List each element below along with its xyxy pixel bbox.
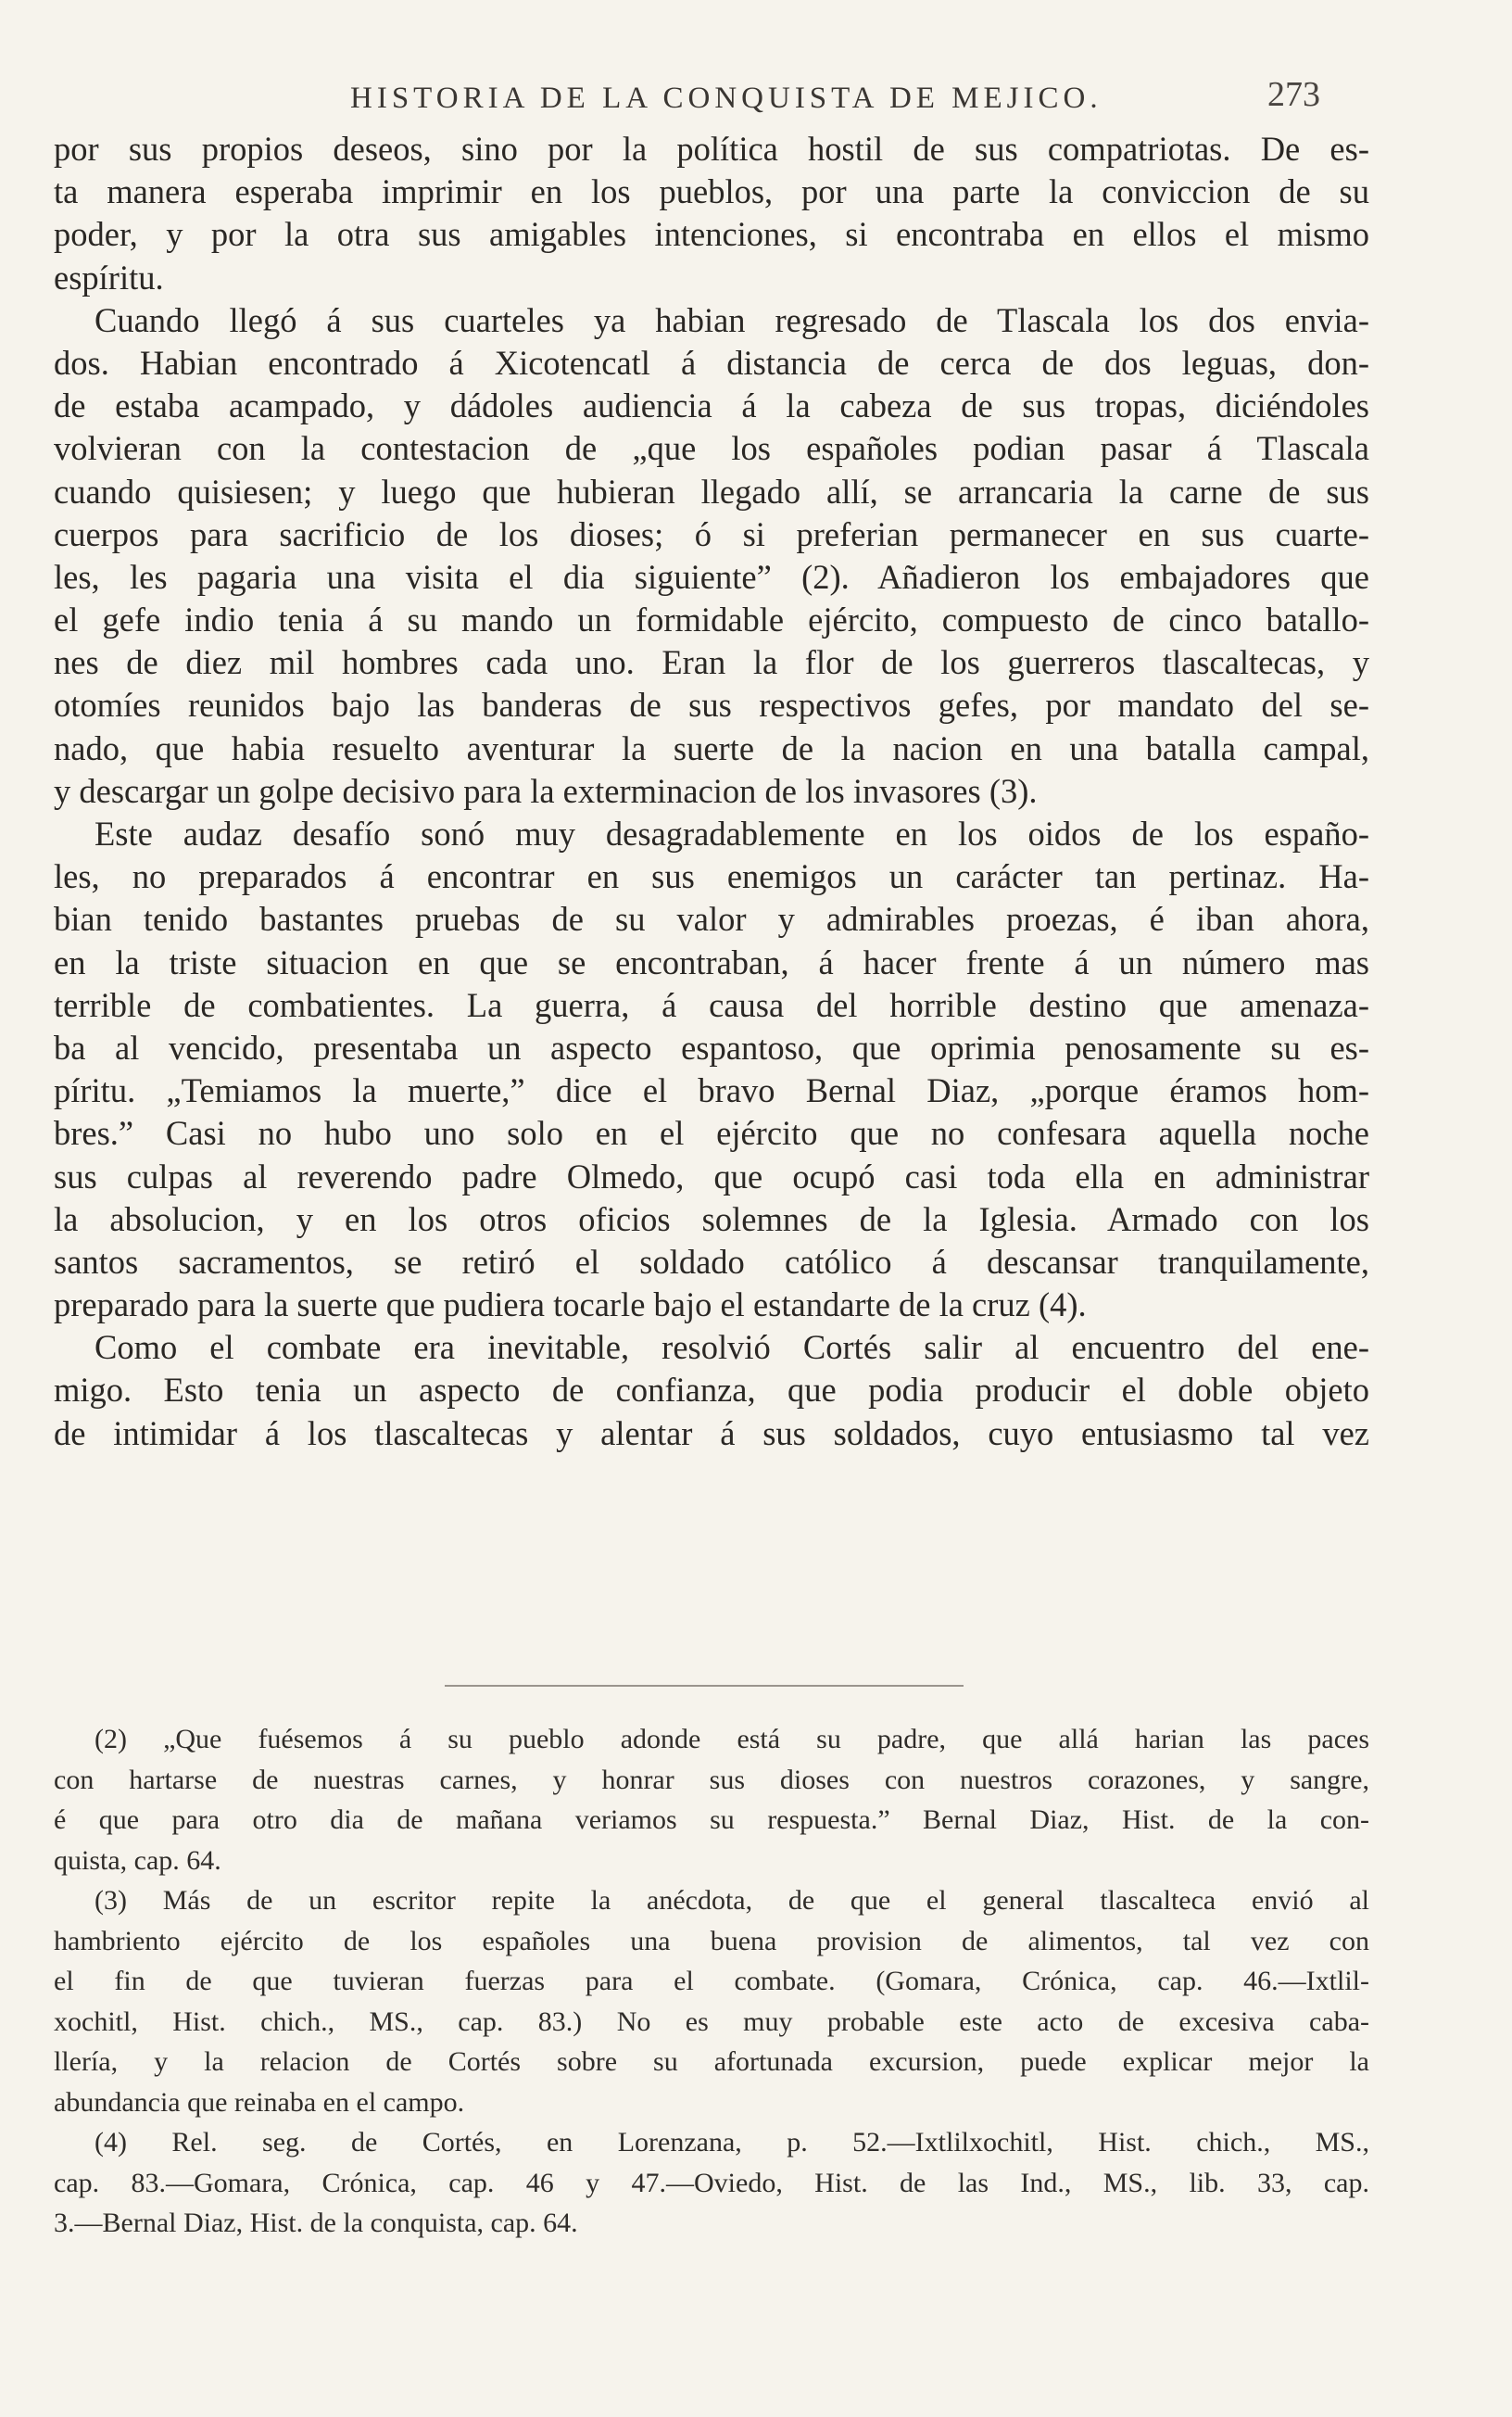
footnote-divider — [445, 1685, 964, 1687]
footnote-line: abundancia que reinaba en el campo. — [54, 2086, 465, 2118]
text-line: bres.” Casi no hubo uno solo en el ejército que no confesara aquella noche — [54, 1114, 1369, 1153]
footnote-line: con hartarse de nuestras carnes, y honrar sus dioses con nuestros corazones, y sangre, — [54, 1764, 1369, 1795]
text-line: nes de diez mil hombres cada uno. Eran la flor de los guerreros tlascaltecas, y — [54, 643, 1369, 682]
text-line: terrible de combatientes. La guerra, á causa del horrible destino que amenaza- — [54, 985, 1369, 1024]
text-line: de estaba acampado, y dádoles audiencia á la cabeza de sus tropas, diciéndoles — [54, 386, 1369, 425]
main-text — [54, 128, 1369, 1455]
text-line: por sus propios deseos, sino por la política hostil de sus compatriotas. De es- — [54, 130, 1369, 168]
footnote-line: hambriento ejército de los españoles una buena provision de alimentos, tal vez con — [54, 1925, 1369, 1956]
text-line: el gefe indio tenia á su mando un formidable ejército, compuesto de cinco batallo- — [54, 601, 1369, 639]
text-line: les, les pagaria una visita el dia siguiente” (2). Añadieron los embajadores que — [54, 557, 1369, 596]
text-line: migo. Esto tenia un aspecto de confianza, que podia producir el doble objeto — [54, 1371, 1369, 1410]
text-line: ta manera esperaba imprimir en los pueblos, por una parte la conviccion de su — [54, 172, 1369, 211]
footnotes — [54, 1719, 1369, 2244]
text-line: bian tenido bastantes pruebas de su valor y admirables proezas, é iban ahora, — [54, 900, 1369, 939]
text-line: dos. Habian encontrado á Xicotencatl á distancia de cerca de dos leguas, don- — [54, 343, 1369, 382]
text-line: volvieran con la contestacion de „que los españoles podian pasar á Tlascala — [54, 429, 1369, 468]
text-line: santos sacramentos, se retiró el soldado católico á descansar tranquilamente, — [54, 1242, 1369, 1281]
footnote-line: (3) Más de un escritor repite la anécdota, de que el general tlascalteca envió al — [94, 1885, 1369, 1916]
text-line: espíritu. — [54, 258, 164, 297]
text-line: ba al vencido, presentaba un aspecto espantoso, que oprimia penosamente su es- — [54, 1028, 1369, 1067]
text-line: Este audaz desafío sonó muy desagradablemente en los oidos de los españo- — [94, 815, 1369, 853]
footnote-rule — [445, 1685, 964, 1687]
text-line: sus culpas al reverendo padre Olmedo, que ocupó casi toda ella en administrar — [54, 1157, 1369, 1196]
footnote-line: cap. 83.—Gomara, Crónica, cap. 46 y 47.—Oviedo, Hist. de las Ind., MS., lib. 33, cap. — [54, 2167, 1369, 2198]
footnote-line: 3.—Bernal Diaz, Hist. de la conquista, cap. 64. — [54, 2208, 578, 2238]
text-line: la absolucion, y en los otros oficios solemnes de la Iglesia. Armado con los — [54, 1199, 1369, 1238]
text-line: en la triste situacion en que se encontraban, á hacer frente á un número mas — [54, 943, 1369, 981]
text-line: cuerpos para sacrificio de los dioses; ó si preferian permanecer en sus cuarte- — [54, 514, 1369, 553]
text-line: de intimidar á los tlascaltecas y alentar á sus soldados, cuyo entusiasmo tal vez — [54, 1413, 1369, 1452]
text-line: Como el combate era inevitable, resolvió Cortés salir al encuentro del ene- — [94, 1328, 1369, 1367]
text-line: nado, que habia resuelto aventurar la suerte de la nacion en una batalla campal, — [54, 728, 1369, 767]
page-number: 273 — [1267, 75, 1320, 114]
text-line: poder, y por la otra sus amigables intenciones, si encontraba en ellos el mismo — [54, 215, 1369, 254]
footnote-line: (4) Rel. seg. de Cortés, en Lorenzana, p. 52.—Ixtlilxochitl, Hist. chich., MS., — [94, 2127, 1369, 2158]
footnote-line: xochitl, Hist. chich., MS., cap. 83.) No es muy probable este acto de excesiva caba- — [54, 2006, 1369, 2037]
text-line: les, no preparados á encontrar en sus enemigos un carácter tan pertinaz. Ha- — [54, 857, 1369, 896]
text-line: preparado para la suerte que pudiera tocarle bajo el estandarte de la cruz (4). — [54, 1285, 1087, 1324]
footnote-line: (2) „Que fuésemos á su pueblo adonde está su padre, que allá harian las paces — [94, 1724, 1369, 1754]
text-line: Cuando llegó á sus cuarteles ya habian regresado de Tlascala los dos envia- — [94, 300, 1369, 339]
running-title: HISTORIA DE LA CONQUISTA DE MEJICO. — [350, 82, 1102, 115]
footnote-line: é que para otro dia de mañana veriamos su respuesta.” Bernal Diaz, Hist. de la con- — [54, 1804, 1369, 1835]
footnote-line: quista, cap. 64. — [54, 1844, 221, 1876]
footnote-line: llería, y la relacion de Cortés sobre su afortunada excursion, puede explicar mejor la — [54, 2046, 1369, 2077]
text-line: otomíes reunidos bajo las banderas de sus respectivos gefes, por mandato del se- — [54, 686, 1369, 725]
text-line: y descargar un golpe decisivo para la exterminacion de los invasores (3). — [54, 771, 1038, 810]
text-line: cuando quisiesen; y luego que hubieran llegado allí, se arrancaria la carne de sus — [54, 472, 1369, 511]
footnote-line: el fin de que tuvieran fuerzas para el combate. (Gomara, Crónica, cap. 46.—Ixtlil- — [54, 1966, 1369, 1996]
text-line: píritu. „Temiamos la muerte,” dice el bravo Bernal Diaz, „porque éramos hom- — [54, 1071, 1369, 1110]
